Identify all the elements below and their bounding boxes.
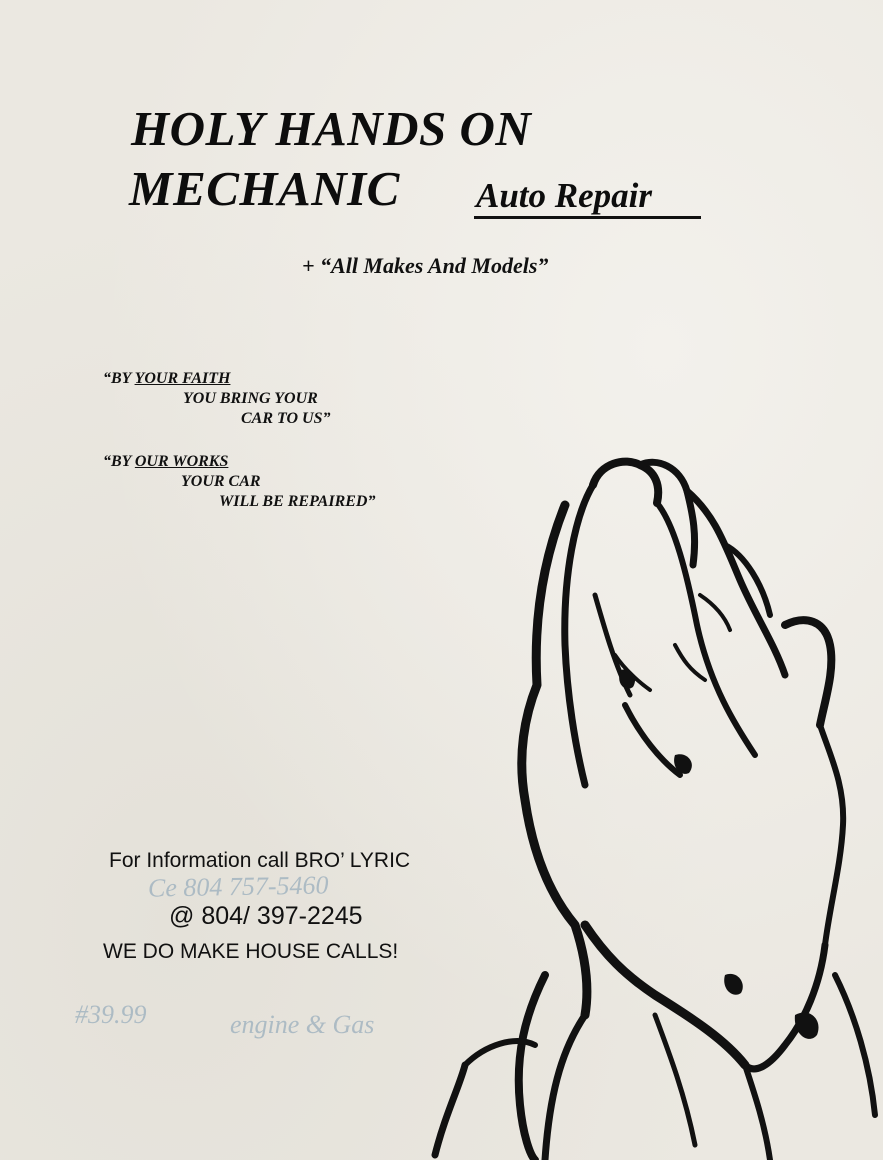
verse1-emphasis: YOUR FAITH (134, 370, 231, 387)
flyer-title-line-2: MECHANIC (129, 161, 400, 216)
flyer-subtitle: Auto Repair (476, 176, 653, 215)
flyer-tagline: + “All Makes And Models” (302, 253, 549, 278)
verse1-line2: YOU BRING YOUR (183, 390, 318, 407)
verse1-line3: CAR TO US” (241, 410, 331, 427)
pencil-note-price: #39.99 (75, 1000, 147, 1029)
verse2-open: “BY (103, 453, 135, 470)
pencil-note-word: engine & Gas (230, 1010, 375, 1039)
contact-info: For Information call BRO’ LYRIC (109, 849, 411, 872)
contact-house-calls: WE DO MAKE HOUSE CALLS! (103, 940, 399, 963)
subtitle-underline (474, 216, 701, 219)
verse2-line3: WILL BE REPAIRED” (219, 493, 376, 510)
contact-phone: @ 804/ 397-2245 (169, 902, 363, 930)
verse2-line1 (103, 452, 228, 472)
verse2-line2: YOUR CAR (181, 473, 261, 490)
flyer-title-line-1: HOLY HANDS ON (131, 101, 532, 156)
pencil-note-phone: Ce 804 757-5460 (147, 870, 329, 903)
praying-hands-icon (425, 455, 883, 1160)
verse2-emphasis: OUR WORKS (134, 453, 229, 470)
verse1-line1 (103, 369, 230, 389)
verse1-open: “BY (103, 370, 135, 387)
